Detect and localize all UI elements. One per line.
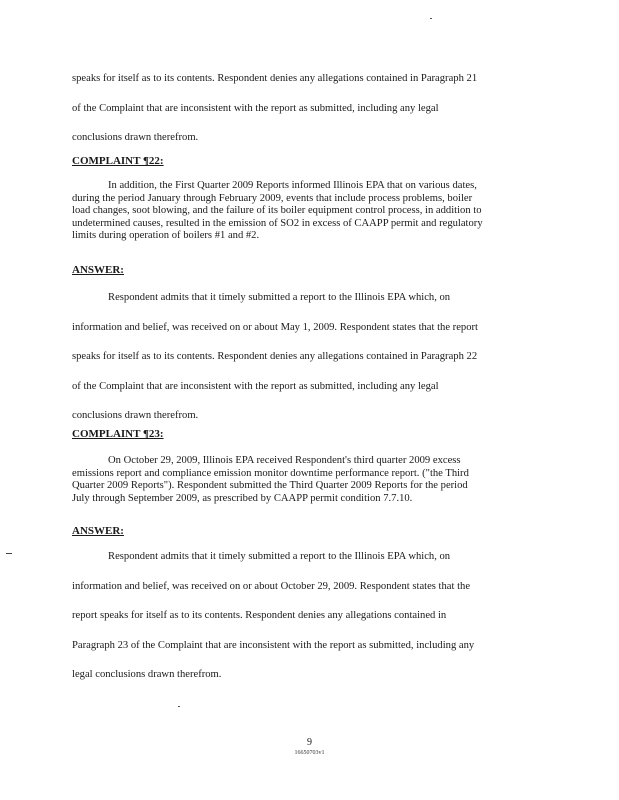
text-line: speaks for itself as to its contents. Respondent denies any allegations contained in Paragraph 21 <box>72 73 478 84</box>
text-line: load changes, soot blowing, and the failure of its boiler equipment control process, in addition to <box>72 205 482 217</box>
complaint-22-heading: COMPLAINT ¶22: <box>72 155 164 167</box>
text-line: In addition, the First Quarter 2009 Reports informed Illinois EPA that on various dates, <box>108 180 477 191</box>
scan-speck <box>430 18 432 19</box>
text-line: Respondent admits that it timely submitted a report to the Illinois EPA which, on <box>108 292 451 303</box>
answer-22-text <box>72 283 550 431</box>
answer-23-text <box>72 542 550 690</box>
text-line: Respondent admits that it timely submitted a report to the Illinois EPA which, on <box>108 551 451 562</box>
scan-speck <box>178 706 180 707</box>
text-line: undetermined causes, resulted in the emission of SO2 in excess of CAAPP permit and regulatory <box>72 217 483 229</box>
text-line: Paragraph 23 of the Complaint that are inconsistent with the report as submitted, including any <box>72 639 475 651</box>
text-line: conclusions drawn therefrom. <box>72 132 199 143</box>
text-line: July through September 2009, as prescribed by CAAPP permit condition 7.7.10. <box>72 492 413 504</box>
text-line: Quarter 2009 Reports"). Respondent submitted the Third Quarter 2009 Reports for the period <box>72 480 468 492</box>
page-number: 9 <box>307 737 312 748</box>
text-line: limits during operation of boilers #1 and #2. <box>72 230 260 242</box>
answer-23-heading: ANSWER: <box>72 525 124 537</box>
answer-21-continuation <box>72 64 550 153</box>
text-line: of the Complaint that are inconsistent with the report as submitted, including any legal <box>72 102 439 114</box>
complaint-23-heading: COMPLAINT ¶23: <box>72 428 164 440</box>
complaint-22-text <box>72 180 550 243</box>
text-line: information and belief, was received on or about October 29, 2009. Respondent states that the <box>72 580 471 592</box>
text-line: during the period January through February 2009, events that include process problems, boiler <box>72 192 473 204</box>
scan-margin-mark <box>6 553 12 554</box>
text-line: On October 29, 2009, Illinois EPA received Respondent's third quarter 2009 excess <box>108 455 461 466</box>
text-line: conclusions drawn therefrom. <box>72 410 199 421</box>
answer-22-heading: ANSWER: <box>72 264 124 276</box>
text-line: speaks for itself as to its contents. Respondent denies any allegations contained in Paragraph 22 <box>72 351 478 362</box>
text-line: of the Complaint that are inconsistent with the report as submitted, including any legal <box>72 380 439 392</box>
text-line: report speaks for itself as to its contents. Respondent denies any allegations contained in <box>72 610 447 621</box>
complaint-23-text <box>72 455 550 505</box>
document-id: 16650703v1 <box>294 750 325 756</box>
text-line: emissions report and compliance emission monitor downtime performance report. ("the Third <box>72 467 469 479</box>
text-line: legal conclusions drawn therefrom. <box>72 669 222 680</box>
text-line: information and belief, was received on or about May 1, 2009. Respondent states that the report <box>72 321 478 333</box>
